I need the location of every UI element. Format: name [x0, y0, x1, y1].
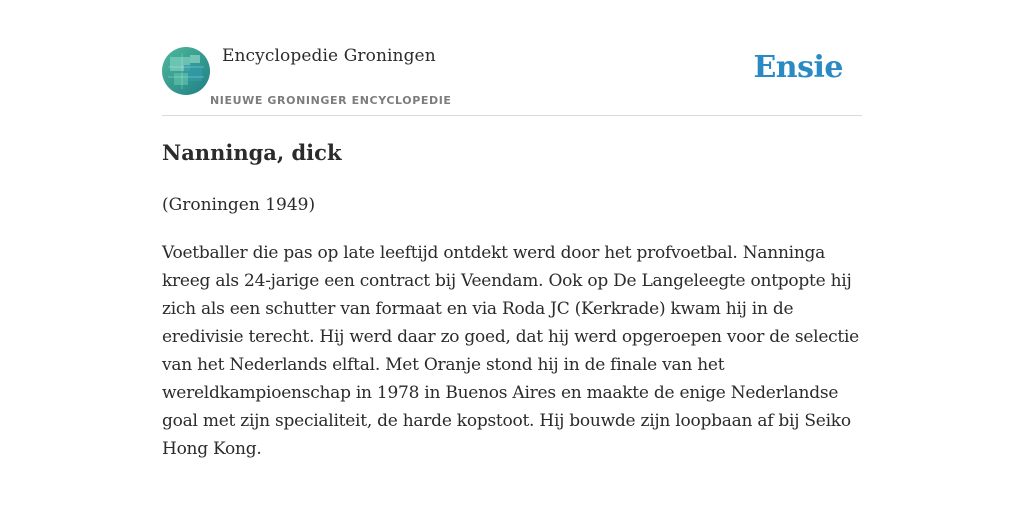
site-header: [162, 0, 862, 116]
article-body-line: wereldkampioenschap in 1978 in Buenos Aires en maakte de enige Nederlandse: [162, 383, 839, 403]
article-body-line: goal met zijn specialiteit, de harde kopstoot. Hij bouwde zijn loopbaan af bij Seiko: [162, 411, 851, 431]
site-subtitle: NIEUWE GRONINGER ENCYCLOPEDIE: [210, 94, 452, 107]
site-title[interactable]: Encyclopedie Groningen: [222, 46, 436, 66]
article-subtitle: (Groningen 1949): [162, 195, 316, 215]
article-body-line: zich als een schutter van formaat en via Roda JC (Kerkrade) kwam hij in de: [162, 299, 794, 319]
article-body-line: Hong Kong.: [162, 439, 262, 459]
article-body-line: eredivisie terecht. Hij werd daar zo goed, dat hij werd opgeroepen voor de selectie: [162, 327, 859, 347]
article-body-line: kreeg als 24-jarige een contract bij Veendam. Ook op De Langeleegte ontpopte hij: [162, 271, 852, 291]
article-body: [162, 239, 862, 463]
site-logo-icon[interactable]: [162, 47, 210, 95]
article-body-line: Voetballer die pas op late leeftijd ontdekt werd door het profvoetbal. Nanninga: [162, 243, 826, 263]
article-title: Nanninga, dick: [162, 140, 342, 165]
page: [162, 0, 862, 512]
ensie-brand-logo[interactable]: Ensie: [753, 50, 843, 85]
article-body-line: van het Nederlands elftal. Met Oranje stond hij in de finale van het: [162, 355, 725, 375]
